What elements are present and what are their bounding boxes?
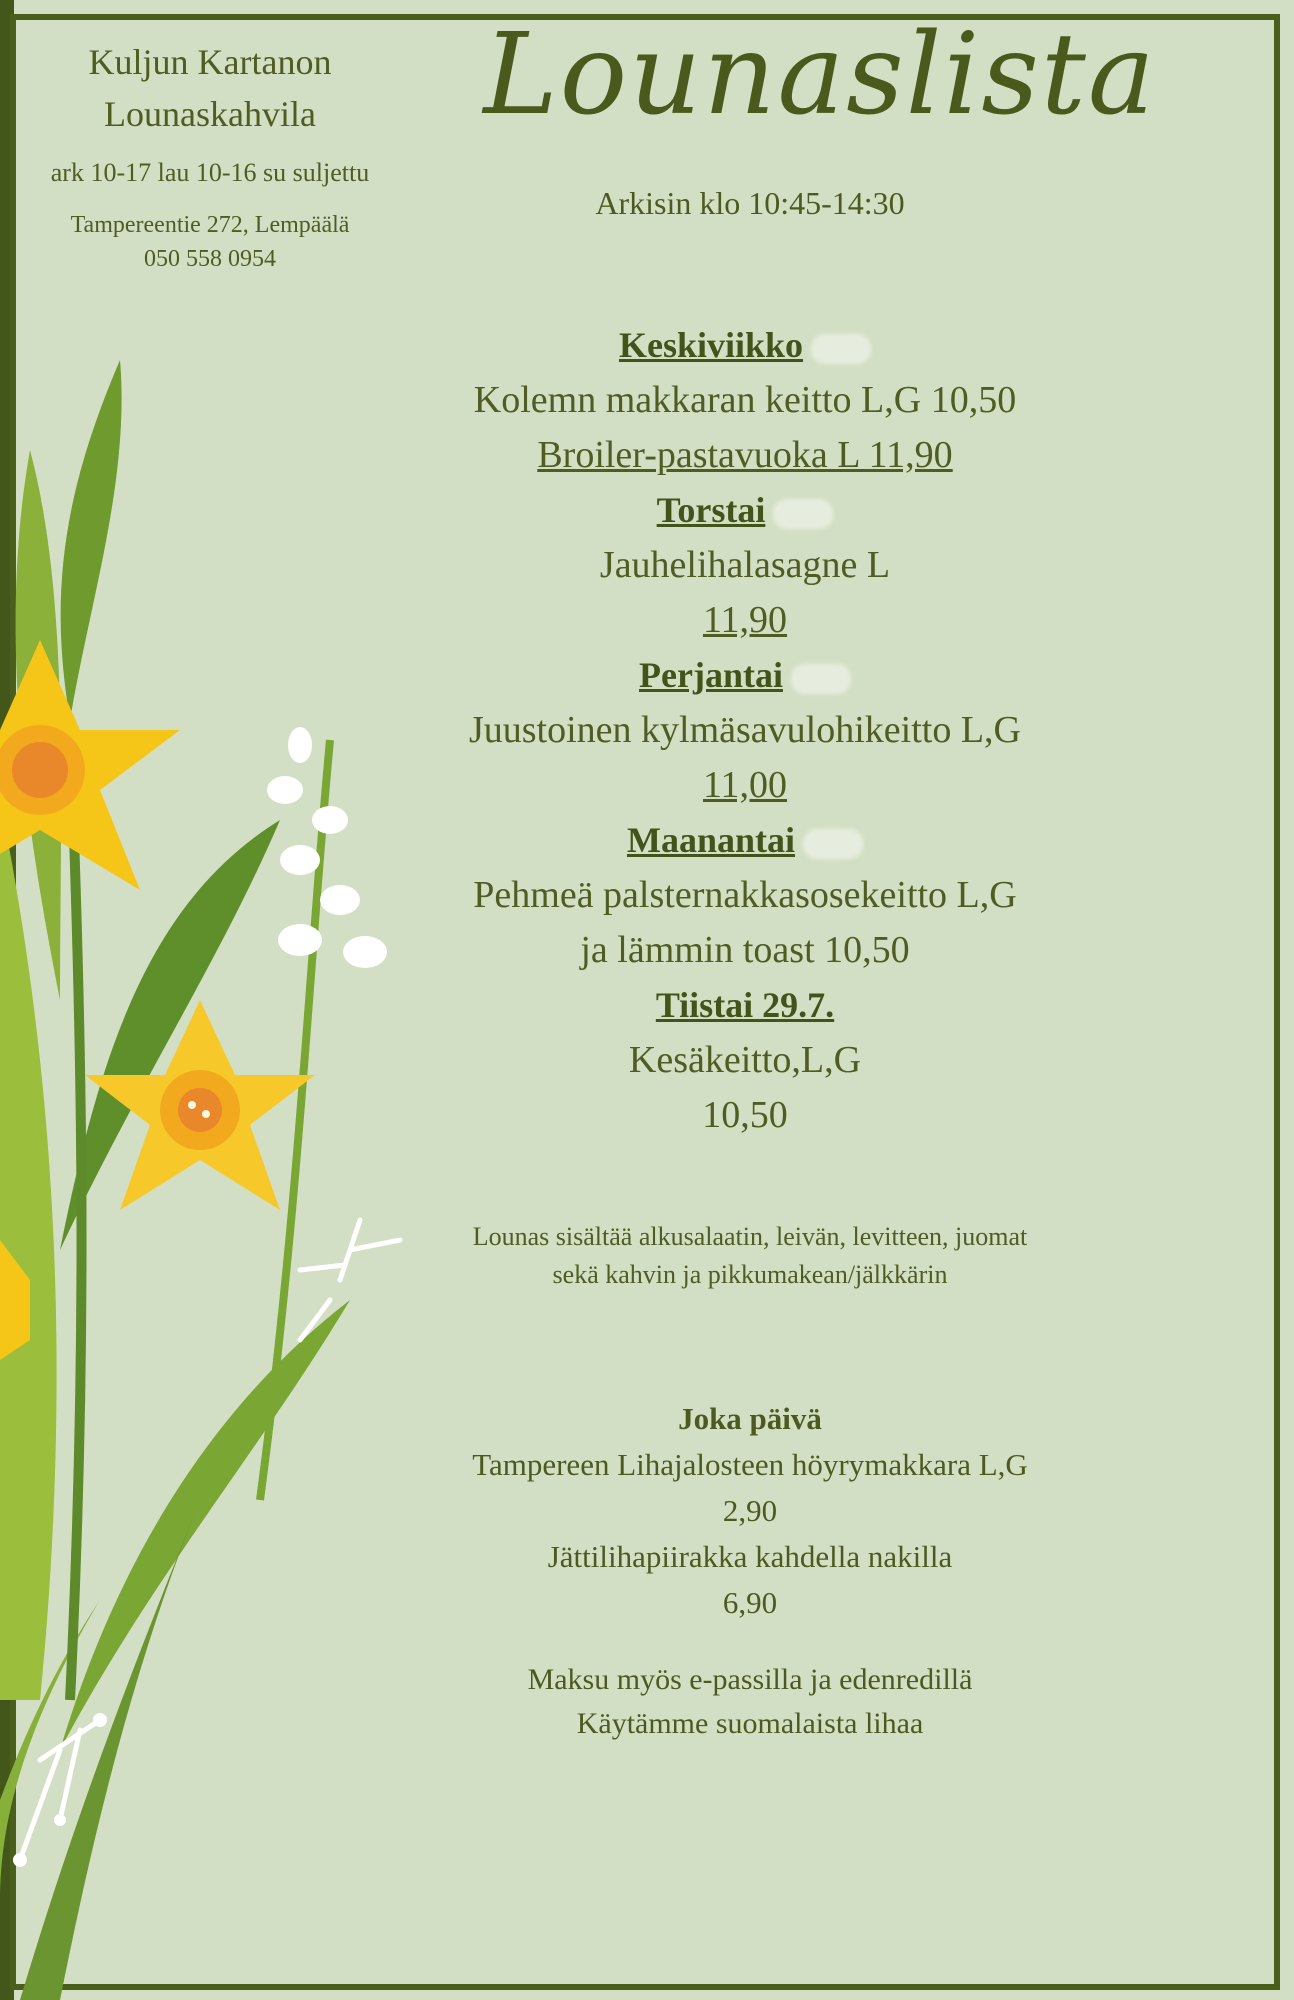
menu-item: Broiler-pastavuoka L 11,90 <box>537 434 953 476</box>
address: Tampereentie 272, Lempäälä <box>70 212 350 238</box>
weekly-menu <box>390 318 1100 1143</box>
daily-heading: Joka päivä <box>678 1401 822 1436</box>
lunch-includes-note <box>400 1218 1100 1294</box>
day-heading-wednesday: Keskiviikko <box>390 318 1100 373</box>
day-heading-thursday: Torstai <box>390 483 1100 538</box>
daffodil-illustration <box>0 300 440 2000</box>
menu-price: 11,90 <box>702 599 788 641</box>
header-contact <box>0 36 420 276</box>
note-line: sekä kahvin ja pikkumakean/jälkkärin <box>552 1260 948 1289</box>
day-heading-tuesday: Tiistai 29.7. <box>655 985 835 1025</box>
menu-price: 10,50 <box>702 1094 788 1136</box>
opening-hours: ark 10-17 lau 10-16 su suljettu <box>50 158 370 187</box>
page-title: Lounaslista <box>483 10 1157 140</box>
menu-item: Pehmeä palsternakkasosekeitto L,G <box>473 874 1017 916</box>
allergen-icon <box>811 334 871 364</box>
restaurant-name-line1: Kuljun Kartanon <box>88 42 332 82</box>
restaurant-name-line2: Lounaskahvila <box>104 94 316 134</box>
note-line: Lounas sisältää alkusalaatin, leivän, levitteen, juomat <box>472 1222 1028 1251</box>
daily-price: 6,90 <box>722 1585 778 1620</box>
daily-menu <box>380 1396 1120 1626</box>
allergen-icon <box>803 829 863 859</box>
menu-item: Kolemn makkaran keitto L,G 10,50 <box>473 379 1017 421</box>
phone-number: 050 558 0954 <box>144 246 276 272</box>
lunch-hours: Arkisin klo 10:45-14:30 <box>595 185 905 221</box>
meat-origin-note: Käytämme suomalaista lihaa <box>576 1707 924 1740</box>
day-heading-friday: Perjantai <box>390 648 1100 703</box>
day-heading-monday: Maanantai <box>390 813 1100 868</box>
footer-notes <box>380 1658 1120 1746</box>
payment-note: Maksu myös e-passilla ja edenredillä <box>527 1663 973 1696</box>
daily-price: 2,90 <box>722 1493 778 1528</box>
allergen-icon <box>791 664 851 694</box>
allergen-icon <box>773 499 833 529</box>
daily-item: Tampereen Lihajalosteen höyrymakkara L,G <box>472 1447 1028 1482</box>
menu-item: Juustoinen kylmäsavulohikeitto L,G <box>468 709 1021 751</box>
daily-item: Jättilihapiirakka kahdella nakilla <box>547 1539 953 1574</box>
menu-price: 11,00 <box>702 764 788 806</box>
menu-item: Kesäkeitto,L,G <box>628 1039 862 1081</box>
menu-item: Jauhelihalasagne L <box>599 544 891 586</box>
menu-item: ja lämmin toast 10,50 <box>580 929 910 971</box>
